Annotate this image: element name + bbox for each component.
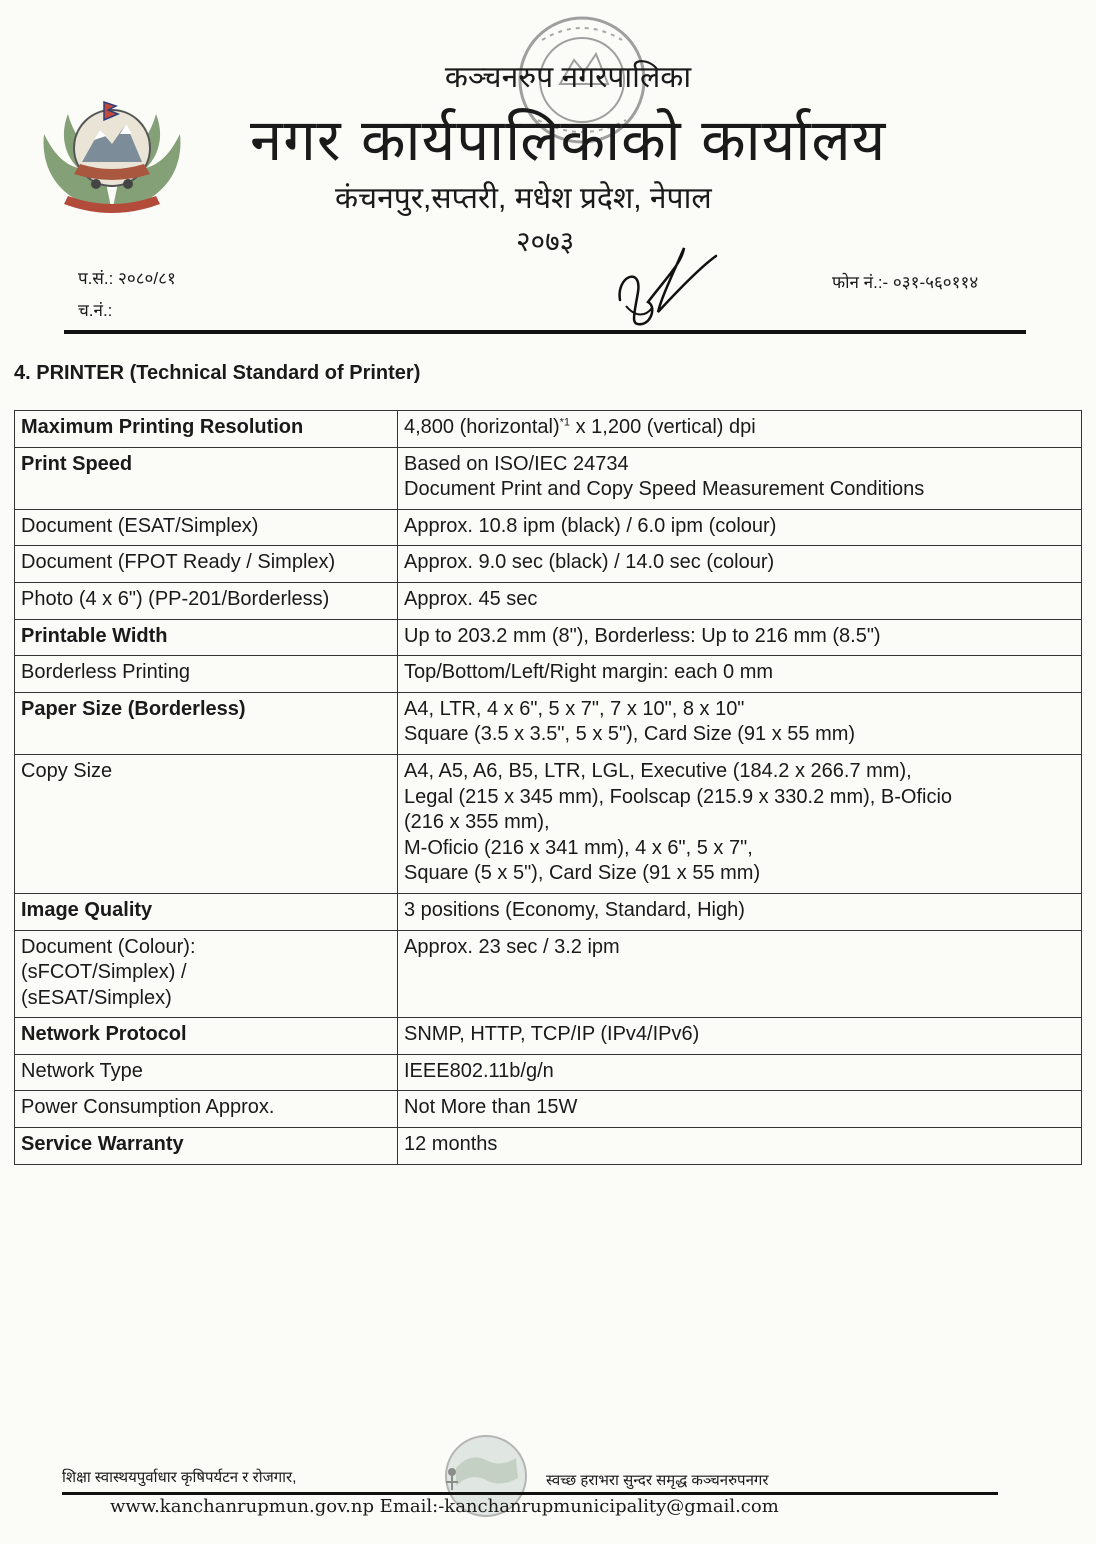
spec-label: Copy Size	[15, 754, 398, 893]
spec-value: Approx. 9.0 sec (black) / 14.0 sec (colour)	[398, 546, 1082, 583]
table-row	[15, 754, 1082, 893]
spec-label: Print Speed	[15, 447, 398, 509]
footer-divider	[62, 1492, 998, 1495]
table-row	[15, 546, 1082, 583]
table-row	[15, 893, 1082, 930]
spec-value: Not More than 15W	[398, 1091, 1082, 1128]
spec-label: Paper Size (Borderless)	[15, 692, 398, 754]
table-row	[15, 1018, 1082, 1055]
spec-value: 3 positions (Economy, Standard, High)	[398, 893, 1082, 930]
spec-value: Top/Bottom/Left/Right margin: each 0 mm	[398, 656, 1082, 693]
spec-label: Borderless Printing	[15, 656, 398, 693]
nepal-emblem-logo	[34, 84, 190, 224]
spec-label: Document (FPOT Ready / Simplex)	[15, 546, 398, 583]
spec-label: Printable Width	[15, 619, 398, 656]
reference-number: प.सं.: २०८०/८१	[78, 269, 176, 288]
spec-value-text: 4,800 (horizontal)	[404, 416, 560, 438]
spec-value: A4, LTR, 4 x 6", 5 x 7", 7 x 10", 8 x 10" Square (3.5 x 3.5", 5 x 5"), Card Size (91 x 55 mm)	[398, 692, 1082, 754]
office-address: कंचनपुर,सप्तरी, मधेश प्रदेश, नेपाल	[335, 182, 712, 215]
footer-contact: www.kanchanrupmun.gov.np Email:-kanchanrupmunicipality@gmail.com	[110, 1496, 779, 1517]
footnote-marker: *1	[559, 416, 571, 429]
table-row	[15, 1054, 1082, 1091]
spec-label: Document (ESAT/Simplex)	[15, 509, 398, 546]
section-title: 4. PRINTER (Technical Standard of Printer)	[14, 362, 421, 384]
table-row	[15, 930, 1082, 1018]
municipality-name: कञ्चनरुप नगरपालिका	[444, 61, 692, 94]
spec-value: Based on ISO/IEC 24734 Document Print and Copy Speed Measurement Conditions	[398, 447, 1082, 509]
spec-value: 12 months	[398, 1128, 1082, 1165]
table-row	[15, 582, 1082, 619]
table-row	[15, 1091, 1082, 1128]
spec-value: Up to 203.2 mm (8"), Borderless: Up to 216 mm (8.5")	[398, 619, 1082, 656]
table-row	[15, 656, 1082, 693]
spec-value: Approx. 10.8 ipm (black) / 6.0 ipm (colour)	[398, 509, 1082, 546]
table-row	[15, 619, 1082, 656]
spec-label: Network Protocol	[15, 1018, 398, 1055]
footer-slogan-left: शिक्षा स्वास्थयपुर्वाधार कृषिपर्यटन र रोजगार,	[62, 1469, 297, 1486]
spec-value: Approx. 45 sec	[398, 582, 1082, 619]
spec-value	[398, 411, 1082, 448]
spec-value: A4, A5, A6, B5, LTR, LGL, Executive (184.2 x 266.7 mm), Legal (215 x 345 mm), Foolscap (215.9 x 330.2 mm), B-Oficio (216 x 355 mm), M-Oficio (216 x 341 mm), 4 x 6", 5 x 7", Square (5 x 5"), Card Size (91 x 55 mm)	[398, 754, 1082, 893]
spec-label: Image Quality	[15, 893, 398, 930]
table-row	[15, 411, 1082, 448]
spec-value: Approx. 23 sec / 3.2 ipm	[398, 930, 1082, 1018]
spec-label: Power Consumption Approx.	[15, 1091, 398, 1128]
spec-label: Service Warranty	[15, 1128, 398, 1165]
spec-label: Photo (4 x 6") (PP-201/Borderless)	[15, 582, 398, 619]
table-row	[15, 1128, 1082, 1165]
phone-number: फोन नं.:- ०३१-५६०११४	[832, 273, 979, 292]
spec-label: Document (Colour): (sFCOT/Simplex) / (sESAT/Simplex)	[15, 930, 398, 1018]
spec-label: Maximum Printing Resolution	[15, 411, 398, 448]
spec-label: Network Type	[15, 1054, 398, 1091]
spec-value-text: x 1,200 (vertical) dpi	[570, 416, 756, 438]
established-year: २०७३	[516, 226, 575, 257]
printer-spec-table	[14, 410, 1082, 1165]
table-row	[15, 692, 1082, 754]
table-row	[15, 509, 1082, 546]
header-divider	[64, 330, 1026, 334]
table-row	[15, 447, 1082, 509]
footer-slogan-right: स्वच्छ हराभरा सुन्दर समृद्ध कञ्चनरुपनगर	[546, 1472, 769, 1489]
office-title: नगर कार्यपालिकाको कार्यालय	[250, 106, 887, 174]
handwritten-signature	[612, 236, 722, 332]
spec-value: IEEE802.11b/g/n	[398, 1054, 1082, 1091]
spec-value: SNMP, HTTP, TCP/IP (IPv4/IPv6)	[398, 1018, 1082, 1055]
dispatch-number: च.नं.:	[78, 301, 113, 320]
